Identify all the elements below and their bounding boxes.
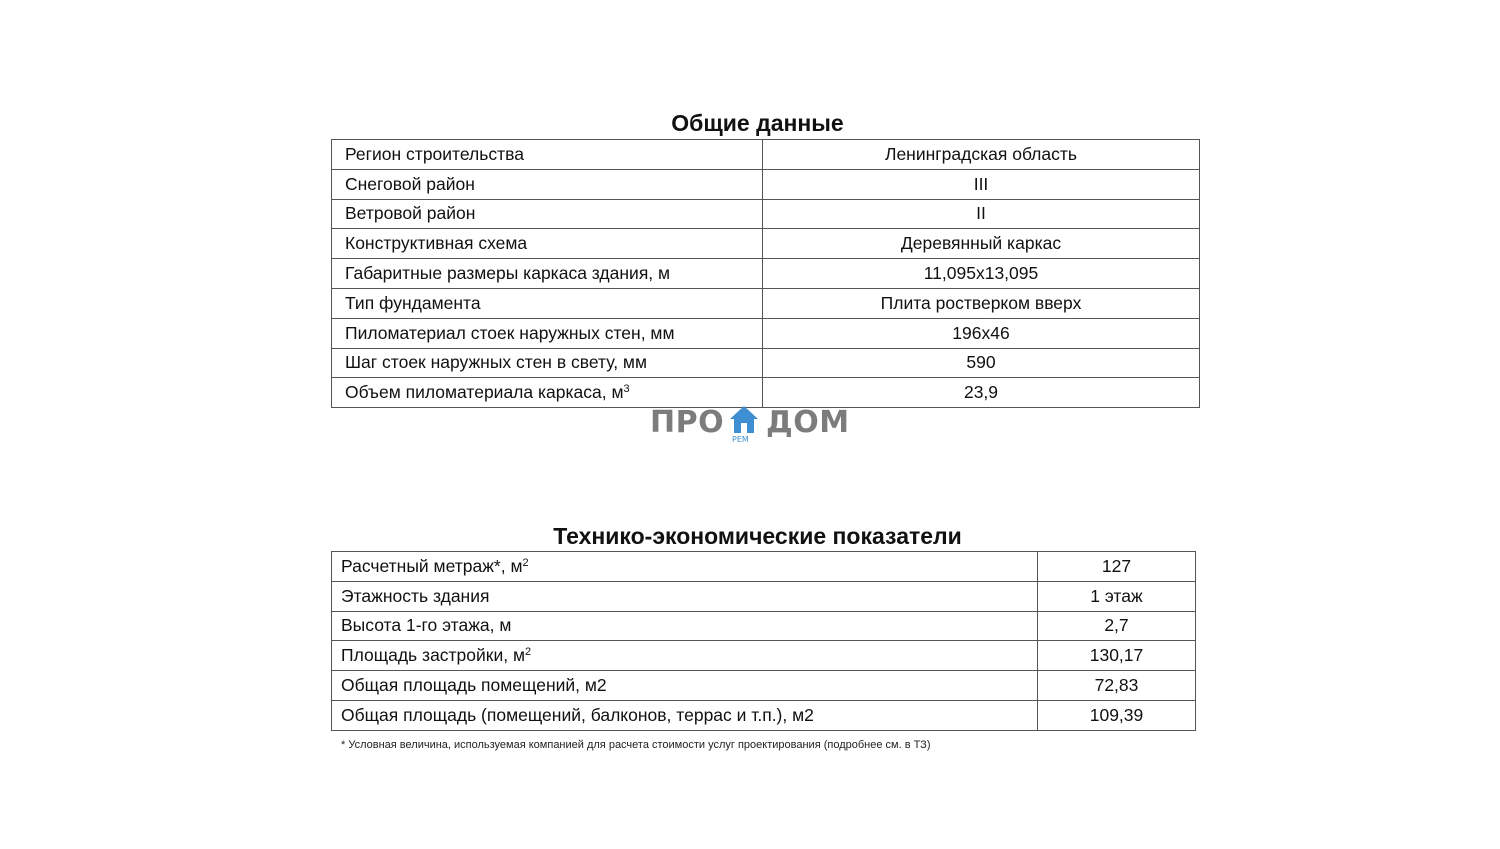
house-icon xyxy=(728,404,760,436)
row-label-text: Общая площадь (помещений, балконов, террас и т.п.), м2 xyxy=(341,704,814,725)
row-value: 590 xyxy=(763,348,1200,378)
row-value: 2,7 xyxy=(1038,611,1196,641)
row-label-text: Снеговой район xyxy=(345,173,475,194)
row-label-text: Шаг стоек наружных стен в свету, мм xyxy=(345,352,647,373)
unit-superscript: 3 xyxy=(623,383,630,396)
row-value: 109,39 xyxy=(1038,700,1196,730)
row-label xyxy=(332,348,763,378)
row-label xyxy=(332,671,1038,701)
table-row xyxy=(332,611,1196,641)
table-row xyxy=(332,671,1196,701)
row-label xyxy=(332,229,763,259)
row-value: 72,83 xyxy=(1038,671,1196,701)
row-value: 130,17 xyxy=(1038,641,1196,671)
table-row xyxy=(332,229,1200,259)
row-label xyxy=(332,288,763,318)
table-row xyxy=(332,318,1200,348)
row-label-text: Расчетный метраж*, м xyxy=(341,555,523,576)
table-row xyxy=(332,169,1200,199)
unit-superscript: 2 xyxy=(525,646,532,659)
row-label xyxy=(332,611,1038,641)
table-row xyxy=(332,552,1196,582)
row-value: III xyxy=(763,169,1200,199)
row-label xyxy=(332,259,763,289)
table-row xyxy=(332,199,1200,229)
indicators-title: Технико-экономические показатели xyxy=(553,523,962,549)
row-label-text: Объем пиломатериала каркаса, м xyxy=(345,382,624,403)
row-label-text: Площадь застройки, м xyxy=(341,645,525,666)
unit-superscript: 2 xyxy=(522,556,529,569)
row-label-text: Высота 1-го этажа, м xyxy=(341,615,512,636)
table-row xyxy=(332,348,1200,378)
table-row xyxy=(332,288,1200,318)
row-label xyxy=(332,700,1038,730)
row-label-text: Общая площадь помещений, м2 xyxy=(341,675,607,696)
row-label-text: Пиломатериал стоек наружных стен, мм xyxy=(345,322,675,343)
row-label-text: Ветровой район xyxy=(345,203,476,224)
general-data-title: Общие данные xyxy=(671,110,844,136)
footnote: * Условная величина, используемая компанией для расчета стоимости услуг проектирования (подробнее см. в ТЗ) xyxy=(341,739,931,751)
row-value: 23,9 xyxy=(763,378,1200,408)
row-label-text: Этажность здания xyxy=(341,585,490,606)
row-value: 196x46 xyxy=(763,318,1200,348)
row-label-text: Конструктивная схема xyxy=(345,233,528,254)
table-row xyxy=(332,581,1196,611)
row-label xyxy=(332,318,763,348)
row-label xyxy=(332,140,763,170)
row-value: Ленинградская область xyxy=(763,140,1200,170)
row-label xyxy=(332,641,1038,671)
table-row xyxy=(332,259,1200,289)
row-label-text: Тип фундамента xyxy=(345,292,481,313)
table-row xyxy=(332,140,1200,170)
row-value: Деревянный каркас xyxy=(763,229,1200,259)
row-label xyxy=(332,169,763,199)
row-label-text: Регион строительства xyxy=(345,143,524,164)
logo-text-right: ДОМ xyxy=(766,405,850,440)
table-row xyxy=(332,641,1196,671)
indicators-table xyxy=(331,551,1196,731)
row-value: II xyxy=(763,199,1200,229)
row-value: 1 этаж xyxy=(1038,581,1196,611)
row-label xyxy=(332,581,1038,611)
row-value: Плита ростверком вверх xyxy=(763,288,1200,318)
row-value: 127 xyxy=(1038,552,1196,582)
logo-subtext: РЕМ xyxy=(732,435,749,444)
table-row xyxy=(332,700,1196,730)
watermark-logo xyxy=(650,404,850,448)
row-label-text: Габаритные размеры каркаса здания, м xyxy=(345,263,671,284)
general-data-table xyxy=(331,139,1200,408)
row-value: 11,095x13,095 xyxy=(763,259,1200,289)
row-label xyxy=(332,552,1038,582)
logo-text-left: ПРО xyxy=(650,405,725,440)
row-label xyxy=(332,199,763,229)
